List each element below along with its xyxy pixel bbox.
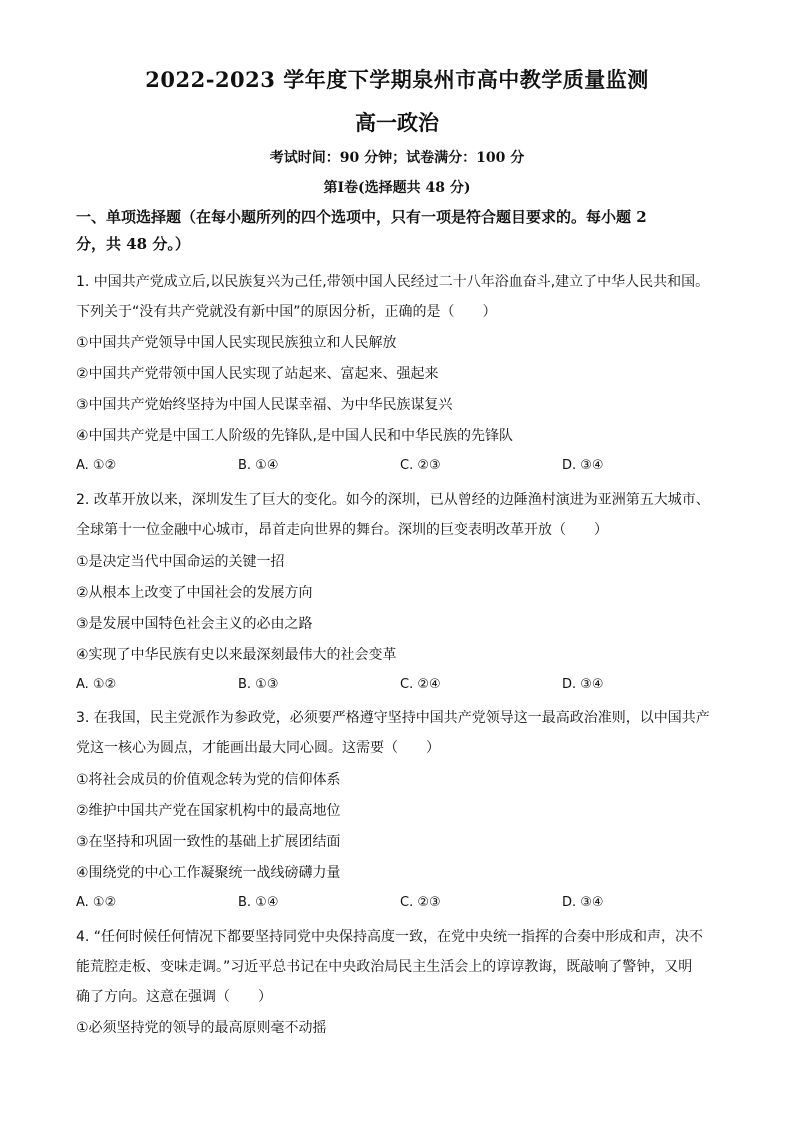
q3-option-b: B. ①④ <box>238 895 279 910</box>
q1-option-b: B. ①④ <box>238 458 279 473</box>
subject-title: 高一政治 <box>355 110 439 135</box>
section-heading <box>76 204 726 258</box>
q1-statement-4: ④中国共产党是中国工人阶级的先锋队,是中国人民和中华民族的先锋队 <box>76 428 513 444</box>
q1-stem-line-2: 下列关于“没有共产党就没有新中国”的原因分析，正确的是（ ） <box>76 304 497 320</box>
q2-statement-3: ③是发展中国特色社会主义的必由之路 <box>76 616 313 632</box>
q2-statement-2: ②从根本上改变了中国社会的发展方向 <box>76 585 313 601</box>
q3-stem-line-1: 3. 在我国，民主党派作为参政党，必须要严格遵守坚持中国共产党领导这一最高政治准则，以中国共产 <box>76 710 710 726</box>
q2-stem-line-2: 全球第十一位金融中心城市，昂首走向世界的舞台。深圳的巨变表明改革开放（ ） <box>76 522 608 538</box>
q1-option-a: A. ①② <box>76 458 117 473</box>
q2-options <box>76 677 726 697</box>
q1-statement-3: ③中国共产党始终坚持为中国人民谋幸福、为中华民族谋复兴 <box>76 397 453 413</box>
q3-options <box>76 895 726 915</box>
q1-statement-2: ②中国共产党带领中国人民实现了站起来、富起来、强起来 <box>76 366 439 382</box>
q1-options <box>76 458 726 478</box>
q1-option-d: D. ③④ <box>562 458 604 473</box>
q3-option-a: A. ①② <box>76 895 117 910</box>
q4-statement-1: ①必须坚持党的领导的最高原则毫不动摇 <box>76 1020 327 1036</box>
q2-option-b: B. ①③ <box>238 677 279 692</box>
q2-option-d: D. ③④ <box>562 677 604 692</box>
q2-statement-1: ①是决定当代中国命运的关键一招 <box>76 554 285 570</box>
q1-option-c: C. ②③ <box>400 458 441 473</box>
exam-title: 2022-2023 学年度下学期泉州市高中教学质量监测 <box>145 67 649 92</box>
part-heading: 第Ⅰ卷(选择题共 48 分) <box>323 180 471 196</box>
q3-option-c: C. ②③ <box>400 895 441 910</box>
q2-option-a: A. ①② <box>76 677 117 692</box>
q2-option-c: C. ②④ <box>400 677 441 692</box>
q1-statement-1: ①中国共产党领导中国人民实现民族独立和人民解放 <box>76 335 397 351</box>
q3-statement-4: ④围绕党的中心工作凝聚统一战线磅礴力量 <box>76 865 341 881</box>
q3-stem-line-2: 党这一核心为圆点，才能画出最大同心圆。这需要（ ） <box>76 740 440 756</box>
q4-stem-line-2: 能荒腔走板、变味走调。”习近平总书记在中央政治局民主生活会上的谆谆教诲，既敲响了警钟，又明 <box>76 959 693 975</box>
q2-statement-4: ④实现了中华民族有史以来最深刻最伟大的社会变革 <box>76 647 397 663</box>
q4-stem-line-3: 确了方向。这意在强调（ ） <box>76 989 272 1005</box>
q2-stem-line-1: 2. 改革开放以来，深圳发生了巨大的变化。如今的深圳，已从曾经的边陲渔村演进为亚洲第五大城市、 <box>76 492 710 508</box>
exam-info: 考试时间：90 分钟；试卷满分：100 分 <box>269 150 525 166</box>
q3-statement-2: ②维护中国共产党在国家机构中的最高地位 <box>76 803 341 819</box>
section-heading-line-2: 分，共 48 分。） <box>76 235 190 253</box>
q3-option-d: D. ③④ <box>562 895 604 910</box>
q3-statement-1: ①将社会成员的价值观念转为党的信仰体系 <box>76 772 341 788</box>
q1-stem-line-1: 1. 中国共产党成立后,以民族复兴为己任,带领中国人民经过二十八年浴血奋斗,建立了中华人民共和国。 <box>76 274 710 290</box>
q3-statement-3: ③在坚持和巩固一致性的基础上扩展团结面 <box>76 834 341 850</box>
q4-stem-line-1: 4. “任何时候任何情况下都要坚持同党中央保持高度一致，在党中央统一指挥的合奏中形成和声，决不 <box>76 929 704 945</box>
section-heading-line-1: 一、单项选择题（在每小题所列的四个选项中，只有一项是符合题目要求的。每小题 2 <box>76 208 647 226</box>
